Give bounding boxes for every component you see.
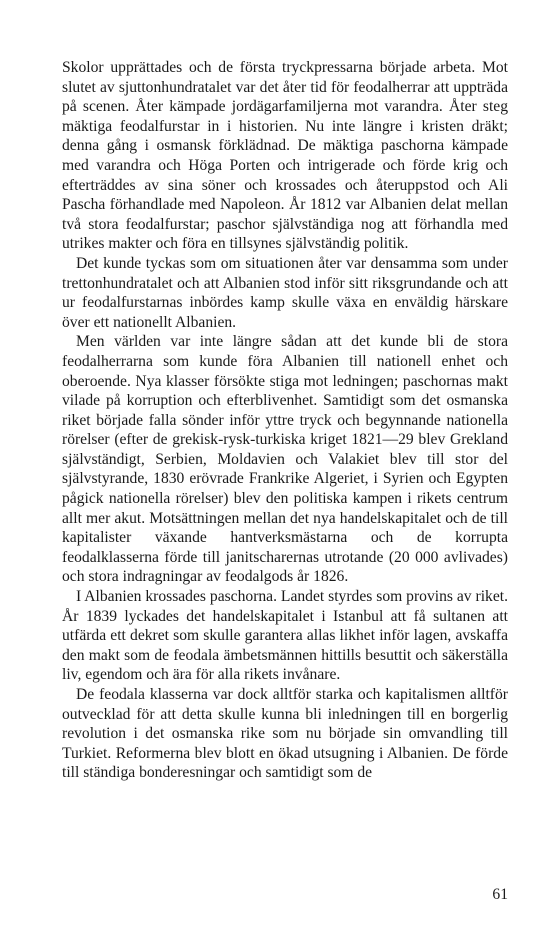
page-number: 61 bbox=[492, 886, 508, 903]
paragraph-2: Det kunde tyckas som om situationen åter var densamma som under trettonhundratalet och att Albanien stod inför sitt riksgrundande och att ur feodalfurstarnas inbördes kamp skulle växa en enväldig härskare över ett nationellt Albanien. bbox=[62, 254, 508, 331]
paragraph-1: Skolor upprättades och de första tryckpressarna började arbeta. Mot slutet av sjuttonhundratalet var det åter tid för feodalherrar att uppträda på scenen. Åter kämpade jordägarfamiljerna mot varandra. Åter steg mäktiga feodalfurstar in i historien. Nu inte längre i kristen dräkt; denna gång i osmansk förklädnad. De mäktiga paschorna kämpade med varandra och Höga Porten och intrigerade och förde krig och efterträddes av sina söner och krossades och återuppstod och Ali Pascha förhandlade med Napoleon. År 1812 var Albanien delat mellan två stora feodalfurstar; paschor självständiga nog att förhandla med utrikes makter och föra en tillsynes självständig politik. bbox=[62, 59, 508, 253]
paragraph-3: Men världen var inte längre sådan att det kunde bli de stora feodalherrarna som kunde föra Albanien till nationell enhet och oberoende. Nya klasser försökte stiga mot ledningen; paschornas makt vilade på korruption och efterblivenhet. Samtidigt som det osmanska riket började falla sönder inför yttre tryck och begynnande nationella rörelser (efter de grekisk-rysk-turkiska kriget 1821—29 blev Grekland självständigt, Serbien, Moldavien och Valakiet blev till stor del självstyrande, 1830 erövrade Frankrike Algeriet, i Syrien och Egypten pågick nationella rörelser) blev den politiska kampen i rikets centrum allt mer akut. Motsättningen mellan det nya handelskapitalet och de till kapitalister växande hantverksmästarna och de korrupta feodalklasserna förde till janitscharernas utrotande (20 000 avlivades) och stora indragningar av feodalgods år 1826. bbox=[62, 333, 508, 586]
paragraph-5: De feodala klasserna var dock alltför starka och kapitalismen alltför outvecklad för att detta skulle kunna bli inledningen till en borgerlig revolution i det osmanska rike som nu började sin omvandling till Turkiet. Reformerna blev blott en ökad utsugning i Albanien. De förde till ständiga bonderesningar och samtidigt som de bbox=[62, 686, 508, 782]
paragraph-4: I Albanien krossades paschorna. Landet styrdes som provins av riket. År 1839 lyckades det handelskapitalet i Istanbul att få sultanen att utfärda ett dekret som skulle garantera allas likhet inför lagen, avskaffa den makt som de feodala ämbetsmännen hittills besuttit och säkerställa liv, egendom och ära för alla rikets invånare. bbox=[62, 588, 508, 684]
page-body bbox=[62, 58, 508, 783]
